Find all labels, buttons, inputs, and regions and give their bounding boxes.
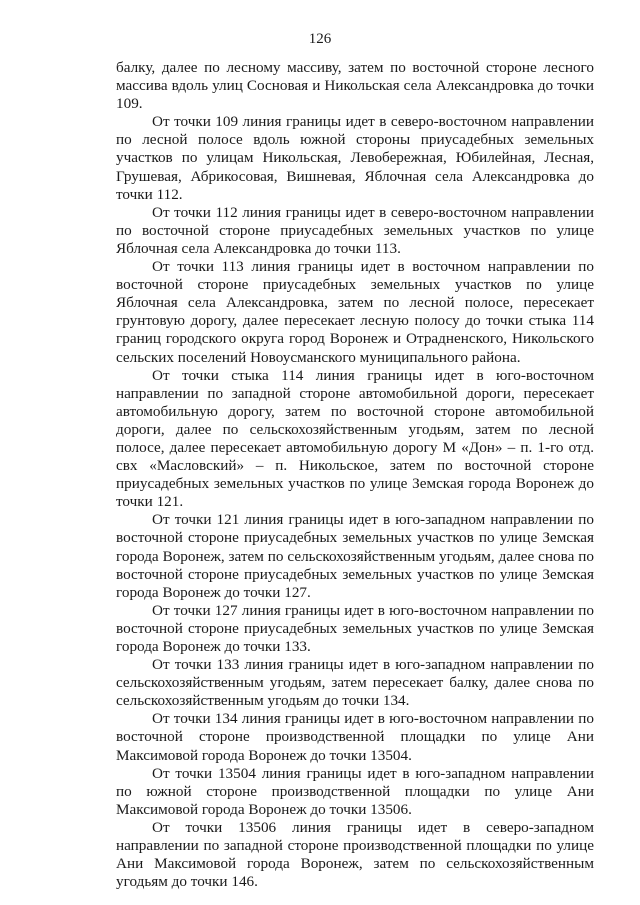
paragraph: От точки 13506 линия границы идет в северо-западном направлении по западной стороне производственной площадки по улице Ани Максимовой города Воронеж, затем по сельскохозяйственным угодьям до точки 146. — [116, 818, 594, 891]
paragraph: От точки 121 линия границы идет в юго-западном направлении по восточной стороне приусадебных земельных участков по улице Земская города Воронеж, затем по сельскохозяйственным угодьям, далее снова по восточной стороне приусадебных земельных участков по улице Земская города Воронеж до точки 127. — [116, 511, 594, 601]
paragraph: От точки стыка 114 линия границы идет в юго-восточном направлении по западной стороне автомобильной дороги, пересекает автомобильную дорогу, затем по восточной стороне автомобильной дороги, далее по сельскохозяйственным угодьям, затем по лесной полосе, далее пересекает автомобильную дорогу М «Дон» – п. 1-го отд. свх «Масловский» – п. Никольское, затем по восточной стороне приусадебных земельных участков по улице Земская города Воронеж до точки 121. — [116, 366, 594, 511]
paragraph: От точки 13504 линия границы идет в юго-западном направлении по южной стороне производственной площадки по улице Ани Максимовой города Воронеж до точки 13506. — [116, 764, 594, 818]
paragraph: От точки 127 линия границы идет в юго-восточном направлении по восточной стороне приусадебных земельных участков по улице Земская города Воронеж до точки 133. — [116, 601, 594, 655]
paragraph: От точки 133 линия границы идет в юго-западном направлении по сельскохозяйственным угодьям, затем пересекает балку, далее снова по сельскохозяйственным угодьям до точки 134. — [116, 656, 594, 710]
paragraph: балку, далее по лесному массиву, затем по восточной стороне лесного массива вдоль улиц Сосновая и Никольская села Александровка до точки 109. — [116, 59, 594, 113]
paragraph: От точки 113 линия границы идет в восточном направлении по восточной стороне приусадебных земельных участков по улице Яблочная села Александровка, затем по лесной полосе, пересекает грунтовую дорогу, далее пересекает лесную полосу до точки стыка 114 границ городского округа город Воронеж и Отрадненского, Никольского сельских поселений Новоусманского муниципального района. — [116, 258, 594, 366]
page-number: 126 — [308, 31, 332, 47]
paragraph: От точки 109 линия границы идет в северо-восточном направлении по лесной полосе вдоль южной стороны приусадебных земельных участков по улицам Никольская, Левобережная, Юбилейная, Лесная, Грушевая, Абрикосовая, Вишневая, Яблочная села Александровка до точки 112. — [116, 113, 594, 203]
paragraph: От точки 134 линия границы идет в юго-восточном направлении по восточной стороне производственной площадки по улице Ани Максимовой города Воронеж до точки 13504. — [116, 710, 594, 764]
paragraph: От точки 112 линия границы идет в северо-восточном направлении по восточной стороне приусадебных земельных участков по улице Яблочная села Александровка до точки 113. — [116, 203, 594, 257]
document-body — [116, 59, 594, 891]
